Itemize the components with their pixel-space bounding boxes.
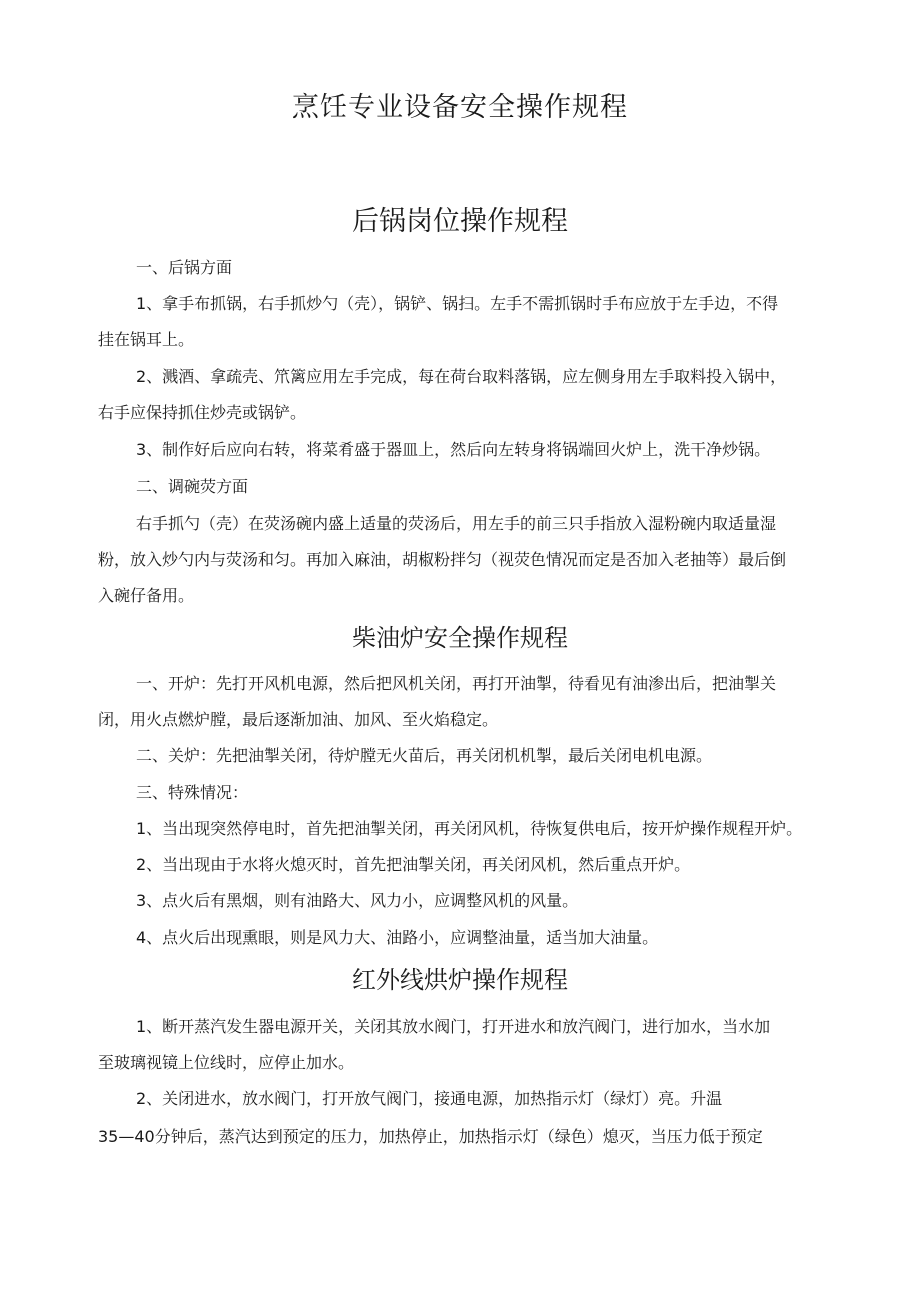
- paragraph-line: 35—40分钟后，蒸汽达到预定的压力，加热停止，加热指示灯（绿色）熄灭，当压力低于预定: [98, 1127, 763, 1146]
- paragraph-line: 1、拿手布抓锅，右手抓炒勺（壳），锅铲、锅扫。左手不需抓锅时手布应放于左手边，不得: [136, 294, 779, 313]
- paragraph-line: 2、溅酒、拿疏壳、笊篱应用左手完成，每在荷台取料落锅，应左侧身用左手取料投入锅中，: [136, 367, 787, 386]
- paragraph-line: 至玻璃视镜上位线时，应停止加水。: [98, 1053, 355, 1072]
- paragraph-line: 入碗仔备用。: [98, 586, 195, 605]
- subheading: 三、特殊情况：: [136, 783, 249, 802]
- paragraph-line: 闭，用火点燃炉膛，最后逐渐加油、加风、至火焰稳定。: [98, 710, 499, 729]
- paragraph-line: 一、开炉：先打开风机电源，然后把风机关闭，再打开油掣，待看见有油渗出后，把油掣关: [136, 674, 777, 693]
- paragraph-line: 1、断开蒸汽发生器电源开关，关闭其放水阀门，打开进水和放汽阀门，进行加水，当水加: [136, 1017, 771, 1036]
- paragraph-line: 4、点火后出现熏眼，则是风力大、油路小，应调整油量，适当加大油量。: [136, 928, 659, 947]
- paragraph-line: 2、当出现由于水将火熄灭时，首先把油掣关闭，再关闭风机，然后重点开炉。: [136, 855, 691, 874]
- paragraph-line: 右手抓勺（壳）在荧汤碗内盛上适量的荧汤后，用左手的前三只手指放入湿粉碗内取适量湿: [136, 514, 777, 533]
- section-heading-diesel-stove: 柴油炉安全操作规程: [352, 624, 568, 652]
- paragraph-line: 3、制作好后应向右转，将菜肴盛于器皿上，然后向左转身将锅端回火炉上，洗干净炒锅。: [136, 440, 771, 459]
- document-title: 烹饪专业设备安全操作规程: [292, 92, 628, 123]
- paragraph-line: 粉，放入炒勺内与荧汤和匀。再加入麻油，胡椒粉拌匀（视荧色情况而定是否加入老抽等）最后倒: [98, 550, 787, 569]
- paragraph-line: 右手应保持抓住炒壳或锅铲。: [98, 403, 307, 422]
- paragraph-line: 1、当出现突然停电时，首先把油掣关闭，再关闭风机，待恢复供电后，按开炉操作规程开炉。: [136, 819, 803, 838]
- subheading: 二、调碗荧方面: [136, 477, 249, 496]
- paragraph-line: 3、点火后有黑烟，则有油路大、风力小，应调整风机的风量。: [136, 891, 579, 910]
- paragraph-line: 2、关闭进水，放水阀门，打开放气阀门，接通电源，加热指示灯（绿灯）亮。升温: [136, 1089, 723, 1108]
- paragraph-line: 挂在锅耳上。: [98, 330, 195, 349]
- section-heading-infrared-oven: 红外线烘炉操作规程: [352, 966, 568, 994]
- paragraph-line: 二、关炉：先把油掣关闭，待炉膛无火苗后，再关闭机机掣，最后关闭电机电源。: [136, 746, 713, 765]
- section-heading-back-wok: 后锅岗位操作规程: [352, 206, 568, 237]
- subheading: 一、后锅方面: [136, 258, 233, 277]
